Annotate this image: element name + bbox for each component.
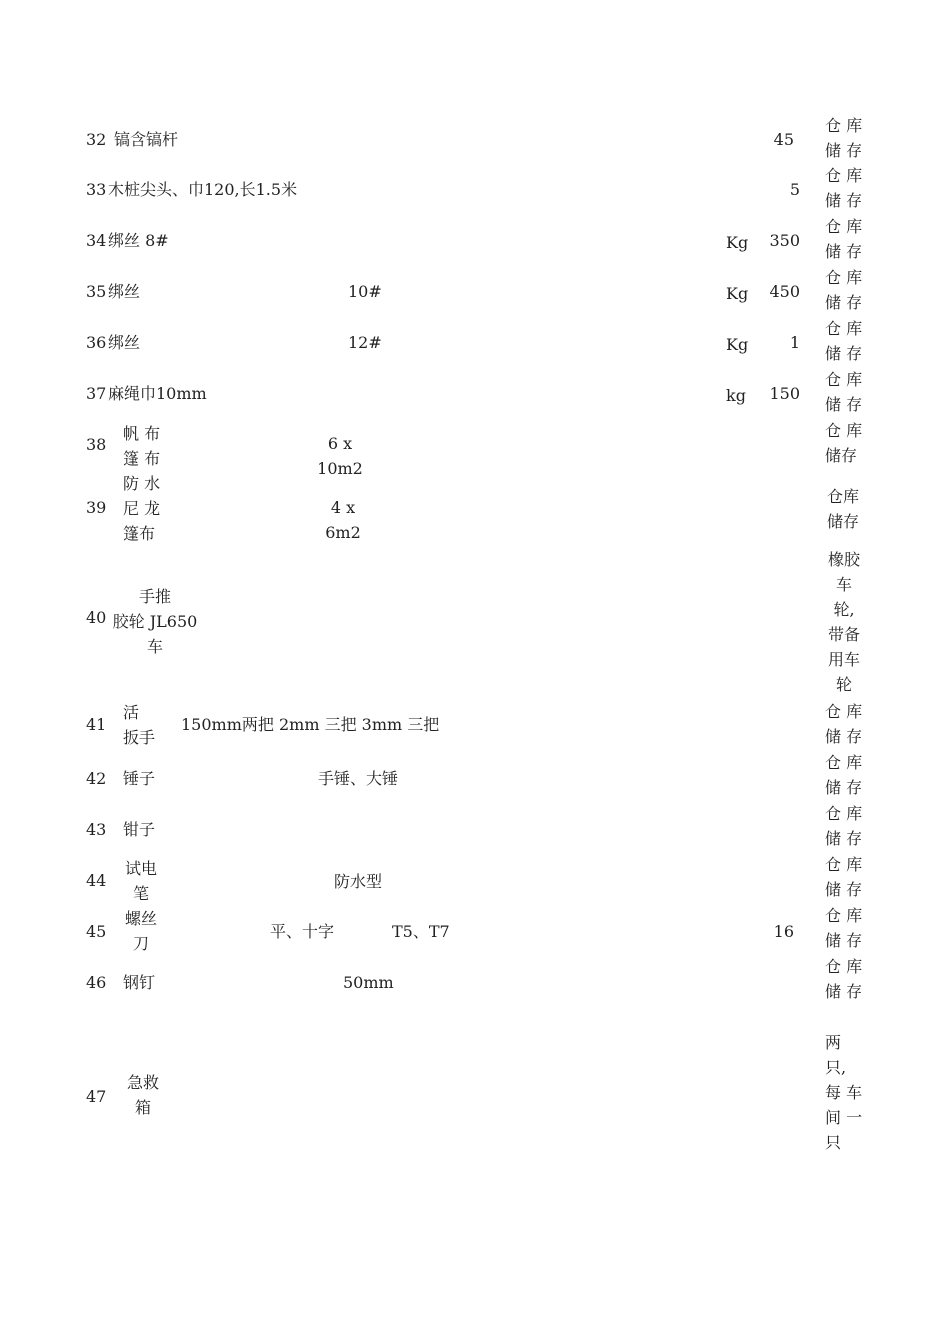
item-number: 37 bbox=[86, 384, 107, 403]
item-note: 仓 库 储 存 bbox=[825, 702, 863, 746]
item-name: 帆 布 篷 布 bbox=[123, 424, 161, 468]
item-number: 39 bbox=[86, 498, 107, 517]
item-name: 绑丝 bbox=[108, 282, 141, 301]
item-name: 木桩尖头、巾120,长1.5米 bbox=[108, 180, 298, 199]
item-quantity: 450 bbox=[769, 282, 800, 301]
item-quantity: 350 bbox=[769, 231, 800, 250]
item-quantity: 1 bbox=[789, 333, 800, 352]
item-number: 36 bbox=[86, 333, 107, 352]
item-name: 急救 箱 bbox=[126, 1073, 159, 1117]
item-name: 镐含镐杆 bbox=[114, 130, 179, 149]
item-note: 仓 库 储 存 bbox=[825, 804, 863, 848]
item-number: 34 bbox=[86, 231, 107, 250]
item-name: 活 扳手 bbox=[123, 703, 156, 747]
item-quantity: 45 bbox=[773, 130, 794, 149]
item-note: 仓 库 储 存 bbox=[825, 268, 863, 312]
item-note: 仓 库 储存 bbox=[825, 421, 863, 465]
item-note: 仓 库 储 存 bbox=[825, 370, 863, 414]
item-note: 仓 库 储 存 bbox=[825, 753, 863, 797]
item-name: 钳子 bbox=[123, 820, 156, 839]
item-number: 33 bbox=[86, 180, 107, 199]
item-note: 仓 库 储 存 bbox=[825, 166, 863, 210]
item-note: 橡胶 车 轮, 带备 用车 轮 bbox=[827, 550, 860, 694]
item-note: 仓 库 储 存 bbox=[825, 217, 863, 261]
item-number: 41 bbox=[86, 715, 107, 734]
item-name: 锤子 bbox=[123, 769, 156, 788]
item-number: 42 bbox=[86, 769, 107, 788]
item-spec: 10# bbox=[348, 282, 382, 301]
item-name: 麻绳巾10mm bbox=[108, 384, 207, 403]
item-note: 仓库 储存 bbox=[827, 487, 860, 531]
item-quantity: 16 bbox=[773, 922, 794, 941]
item-name: 手推 胶轮 JL650 车 bbox=[112, 587, 198, 656]
item-note: 仓 库 储 存 bbox=[825, 116, 863, 160]
item-number: 44 bbox=[86, 871, 107, 890]
item-number: 45 bbox=[86, 922, 107, 941]
item-unit: Kg bbox=[726, 335, 749, 354]
item-number: 35 bbox=[86, 282, 107, 301]
item-name: 防 水 尼 龙 篷布 bbox=[123, 474, 161, 543]
item-note: 仓 库 储 存 bbox=[825, 319, 863, 363]
item-unit: Kg bbox=[726, 233, 749, 252]
item-note: 两 只, 每 车 间 一 只 bbox=[825, 1033, 863, 1152]
item-quantity: 150 bbox=[769, 384, 800, 403]
item-number: 38 bbox=[86, 435, 107, 454]
item-spec: 12# bbox=[348, 333, 382, 352]
item-note: 仓 库 储 存 bbox=[825, 906, 863, 950]
item-unit: kg bbox=[726, 386, 746, 405]
item-unit: Kg bbox=[726, 284, 749, 303]
item-number: 32 bbox=[86, 130, 107, 149]
item-spec: 150mm两把 2mm 三把 3mm 三把 bbox=[181, 715, 440, 734]
item-name: 绑丝 bbox=[108, 333, 141, 352]
item-spec: 4 x 6m2 bbox=[325, 498, 361, 542]
item-note: 仓 库 储 存 bbox=[825, 957, 863, 1001]
item-name: 钢钉 bbox=[123, 973, 156, 992]
item-spec: 手锤、大锤 bbox=[318, 769, 399, 788]
item-number: 40 bbox=[86, 608, 107, 627]
item-spec: 防水型 bbox=[334, 872, 383, 891]
item-name: 螺丝 刀 bbox=[124, 909, 157, 953]
item-name: 绑丝 8# bbox=[108, 231, 169, 250]
item-number: 47 bbox=[86, 1087, 107, 1106]
item-spec-secondary: T5、T7 bbox=[392, 922, 450, 941]
item-number: 46 bbox=[86, 973, 107, 992]
item-name: 试电 笔 bbox=[124, 859, 157, 903]
item-spec: 50mm bbox=[343, 973, 394, 992]
item-quantity: 5 bbox=[789, 180, 800, 199]
item-note: 仓 库 储 存 bbox=[825, 855, 863, 899]
item-spec: 平、十字 bbox=[270, 922, 335, 941]
item-number: 43 bbox=[86, 820, 107, 839]
item-spec: 6 x 10m2 bbox=[317, 434, 363, 478]
